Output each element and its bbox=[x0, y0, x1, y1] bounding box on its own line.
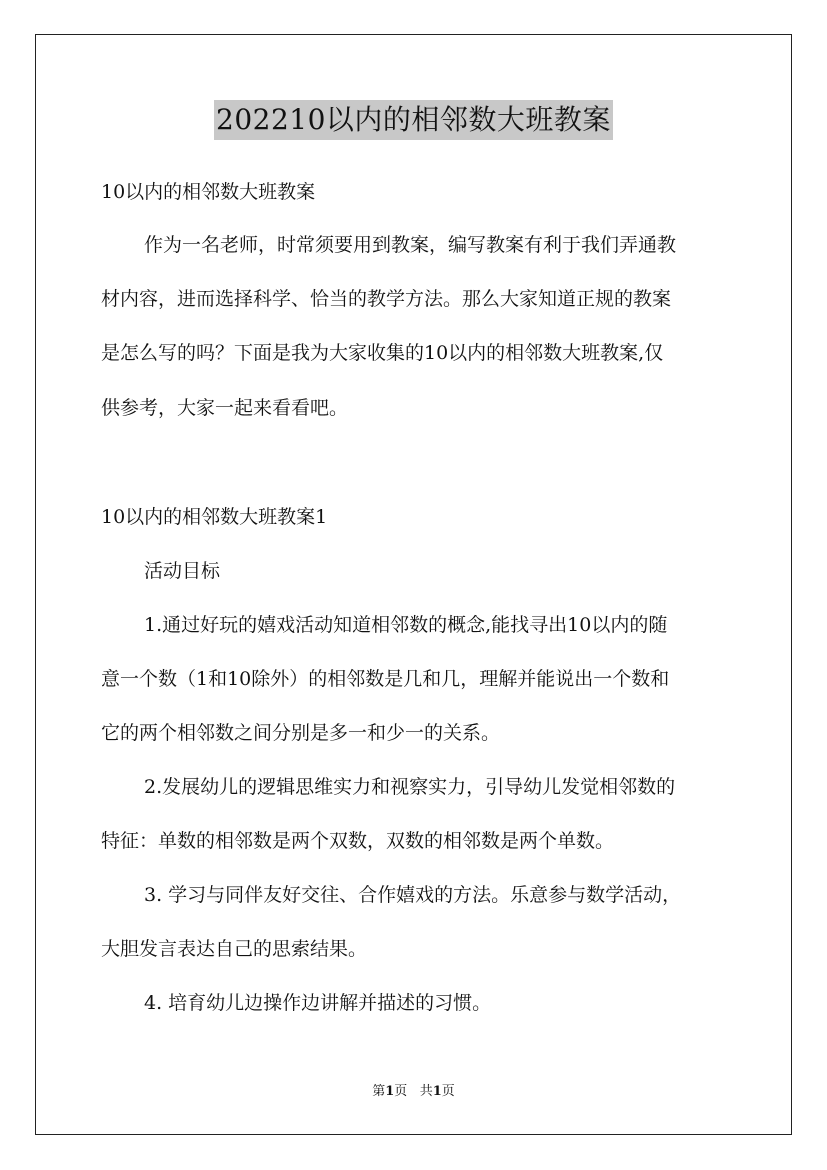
title-container bbox=[0, 100, 827, 140]
intro-line: 作为一名老师，时常须要用到教案，编写教案有利于我们弄通教 bbox=[144, 234, 677, 256]
intro-line: 材内容，进而选择科学、恰当的教学方法。那么大家知道正规的教案 bbox=[101, 288, 672, 310]
goal-line: 大胆发言表达自己的思索结果。 bbox=[101, 938, 368, 960]
page-footer bbox=[0, 1082, 827, 1102]
goal-line: 2.发展幼儿的逻辑思维实力和视察实力，引导幼儿发觉相邻数的 bbox=[144, 776, 676, 798]
goal-line: 1.通过好玩的嬉戏活动知道相邻数的概念,能找寻出10以内的随 bbox=[144, 614, 668, 636]
goal-line: 3. 学习与同伴友好交往、合作嬉戏的方法。乐意参与数学活动， bbox=[144, 884, 682, 906]
footer-page-total: 1 bbox=[432, 1084, 442, 1099]
subtitle: 10以内的相邻数大班教案 bbox=[101, 181, 316, 203]
goal-line: 它的两个相邻数之间分别是多一和少一的关系。 bbox=[101, 722, 501, 744]
footer-page-suffix: 页 bbox=[441, 1084, 455, 1099]
goal-line: 意一个数（1和10除外）的相邻数是几和几，理解并能说出一个数和 bbox=[101, 668, 670, 690]
footer-page-mid: 页 共 bbox=[394, 1084, 433, 1099]
document-title: 202210以内的相邻数大班教案 bbox=[214, 100, 613, 140]
activity-heading: 活动目标 bbox=[144, 560, 221, 582]
goal-line: 特征：单数的相邻数是两个双数，双数的相邻数是两个单数。 bbox=[101, 830, 615, 852]
footer-page-prefix: 第 bbox=[372, 1084, 386, 1099]
footer-page-number: 1 bbox=[385, 1084, 395, 1099]
section-heading: 10以内的相邻数大班教案1 bbox=[101, 506, 328, 528]
goal-line: 4. 培育幼儿边操作边讲解并描述的习惯。 bbox=[144, 992, 492, 1014]
intro-line: 是怎么写的吗？下面是我为大家收集的10以内的相邻数大班教案,仅 bbox=[101, 342, 664, 364]
intro-line: 供参考，大家一起来看看吧。 bbox=[101, 397, 349, 419]
